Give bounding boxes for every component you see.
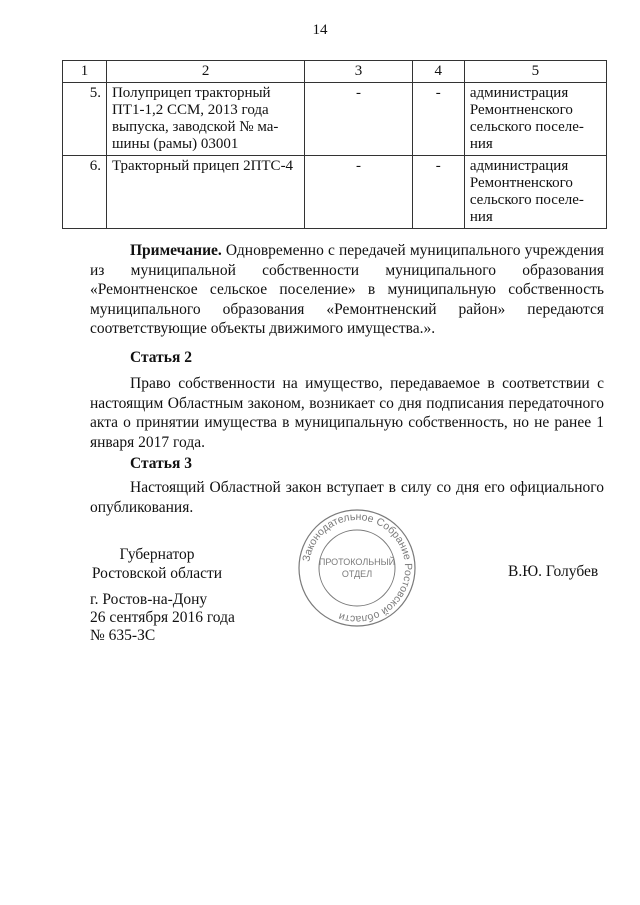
stamp-center-line1: ПРОТОКОЛЬНЫЙ bbox=[318, 557, 396, 567]
table-header-cell: 5 bbox=[464, 61, 606, 83]
table-header-cell: 4 bbox=[412, 61, 464, 83]
page-number: 14 bbox=[312, 22, 328, 38]
cell-col3: - bbox=[305, 156, 412, 229]
recipient: администрация Ремонтненского сельского поселе-ния bbox=[464, 83, 606, 156]
article-2-text: Право собственности на имущество, передаваемое в соответствии с настоящим Областным законом, возникает со дня подписания передаточного акта о принятии имущества в муниципальную собственность, но не ранее 1 января 2017 года. bbox=[90, 375, 604, 451]
date: 26 сентября 2016 года bbox=[90, 609, 235, 626]
note-text: Одновременно с передачей муниципального учреждения из муниципальной собственности муниципального образования «Ремонтненское сельское поселение» в муниципальную собственность муниципального образования «Ремонтненский район» передаются соответствующие объекты движимого имущества.». bbox=[90, 242, 604, 337]
article-3-text: Настоящий Областной закон вступает в силу со дня его официального опубликования. bbox=[90, 479, 604, 516]
signatory-name: В.Ю. Голубев bbox=[508, 563, 599, 580]
note-label: Примечание. bbox=[130, 242, 222, 259]
stamp-center-line2: ОТДЕЛ bbox=[341, 569, 373, 579]
table-row bbox=[63, 156, 607, 229]
cell-col3: - bbox=[305, 83, 412, 156]
table-header-cell: 1 bbox=[63, 61, 107, 83]
row-number: 5. bbox=[63, 83, 107, 156]
item-name: Тракторный прицеп 2ПТС-4 bbox=[106, 156, 304, 229]
article-3-heading: Статья 3 bbox=[130, 455, 192, 472]
place-date-block bbox=[90, 591, 235, 645]
signatory-title-line2: Ростовской области bbox=[91, 565, 223, 582]
table-row bbox=[63, 83, 607, 156]
signatory-title-line1: Губернатор bbox=[119, 546, 195, 563]
table-header-cell: 3 bbox=[305, 61, 412, 83]
item-name: Полуприцеп тракторный ПТ1-1,2 ССМ, 2013 года выпуска, заводской № ма-шины (рамы) 03001 bbox=[106, 83, 304, 156]
cell-col4: - bbox=[412, 156, 464, 229]
law-number: № 635-ЗС bbox=[90, 627, 156, 644]
property-table bbox=[62, 60, 607, 229]
city: г. Ростов-на-Дону bbox=[90, 591, 208, 608]
recipient: администрация Ремонтненского сельского поселе-ния bbox=[464, 156, 606, 229]
table-header-cell: 2 bbox=[106, 61, 304, 83]
table-header-row bbox=[63, 61, 607, 83]
stamp-ring-text bbox=[300, 511, 414, 625]
note-paragraph bbox=[90, 241, 604, 339]
stamp-ring-textpath: Законодательное Собрание Ростовской области bbox=[300, 510, 415, 626]
row-number: 6. bbox=[63, 156, 107, 229]
cell-col4: - bbox=[412, 83, 464, 156]
article-2-paragraph bbox=[90, 374, 604, 452]
seal-stamp bbox=[296, 507, 418, 629]
article-2-heading: Статья 2 bbox=[130, 349, 192, 366]
signatory-title bbox=[90, 545, 224, 583]
